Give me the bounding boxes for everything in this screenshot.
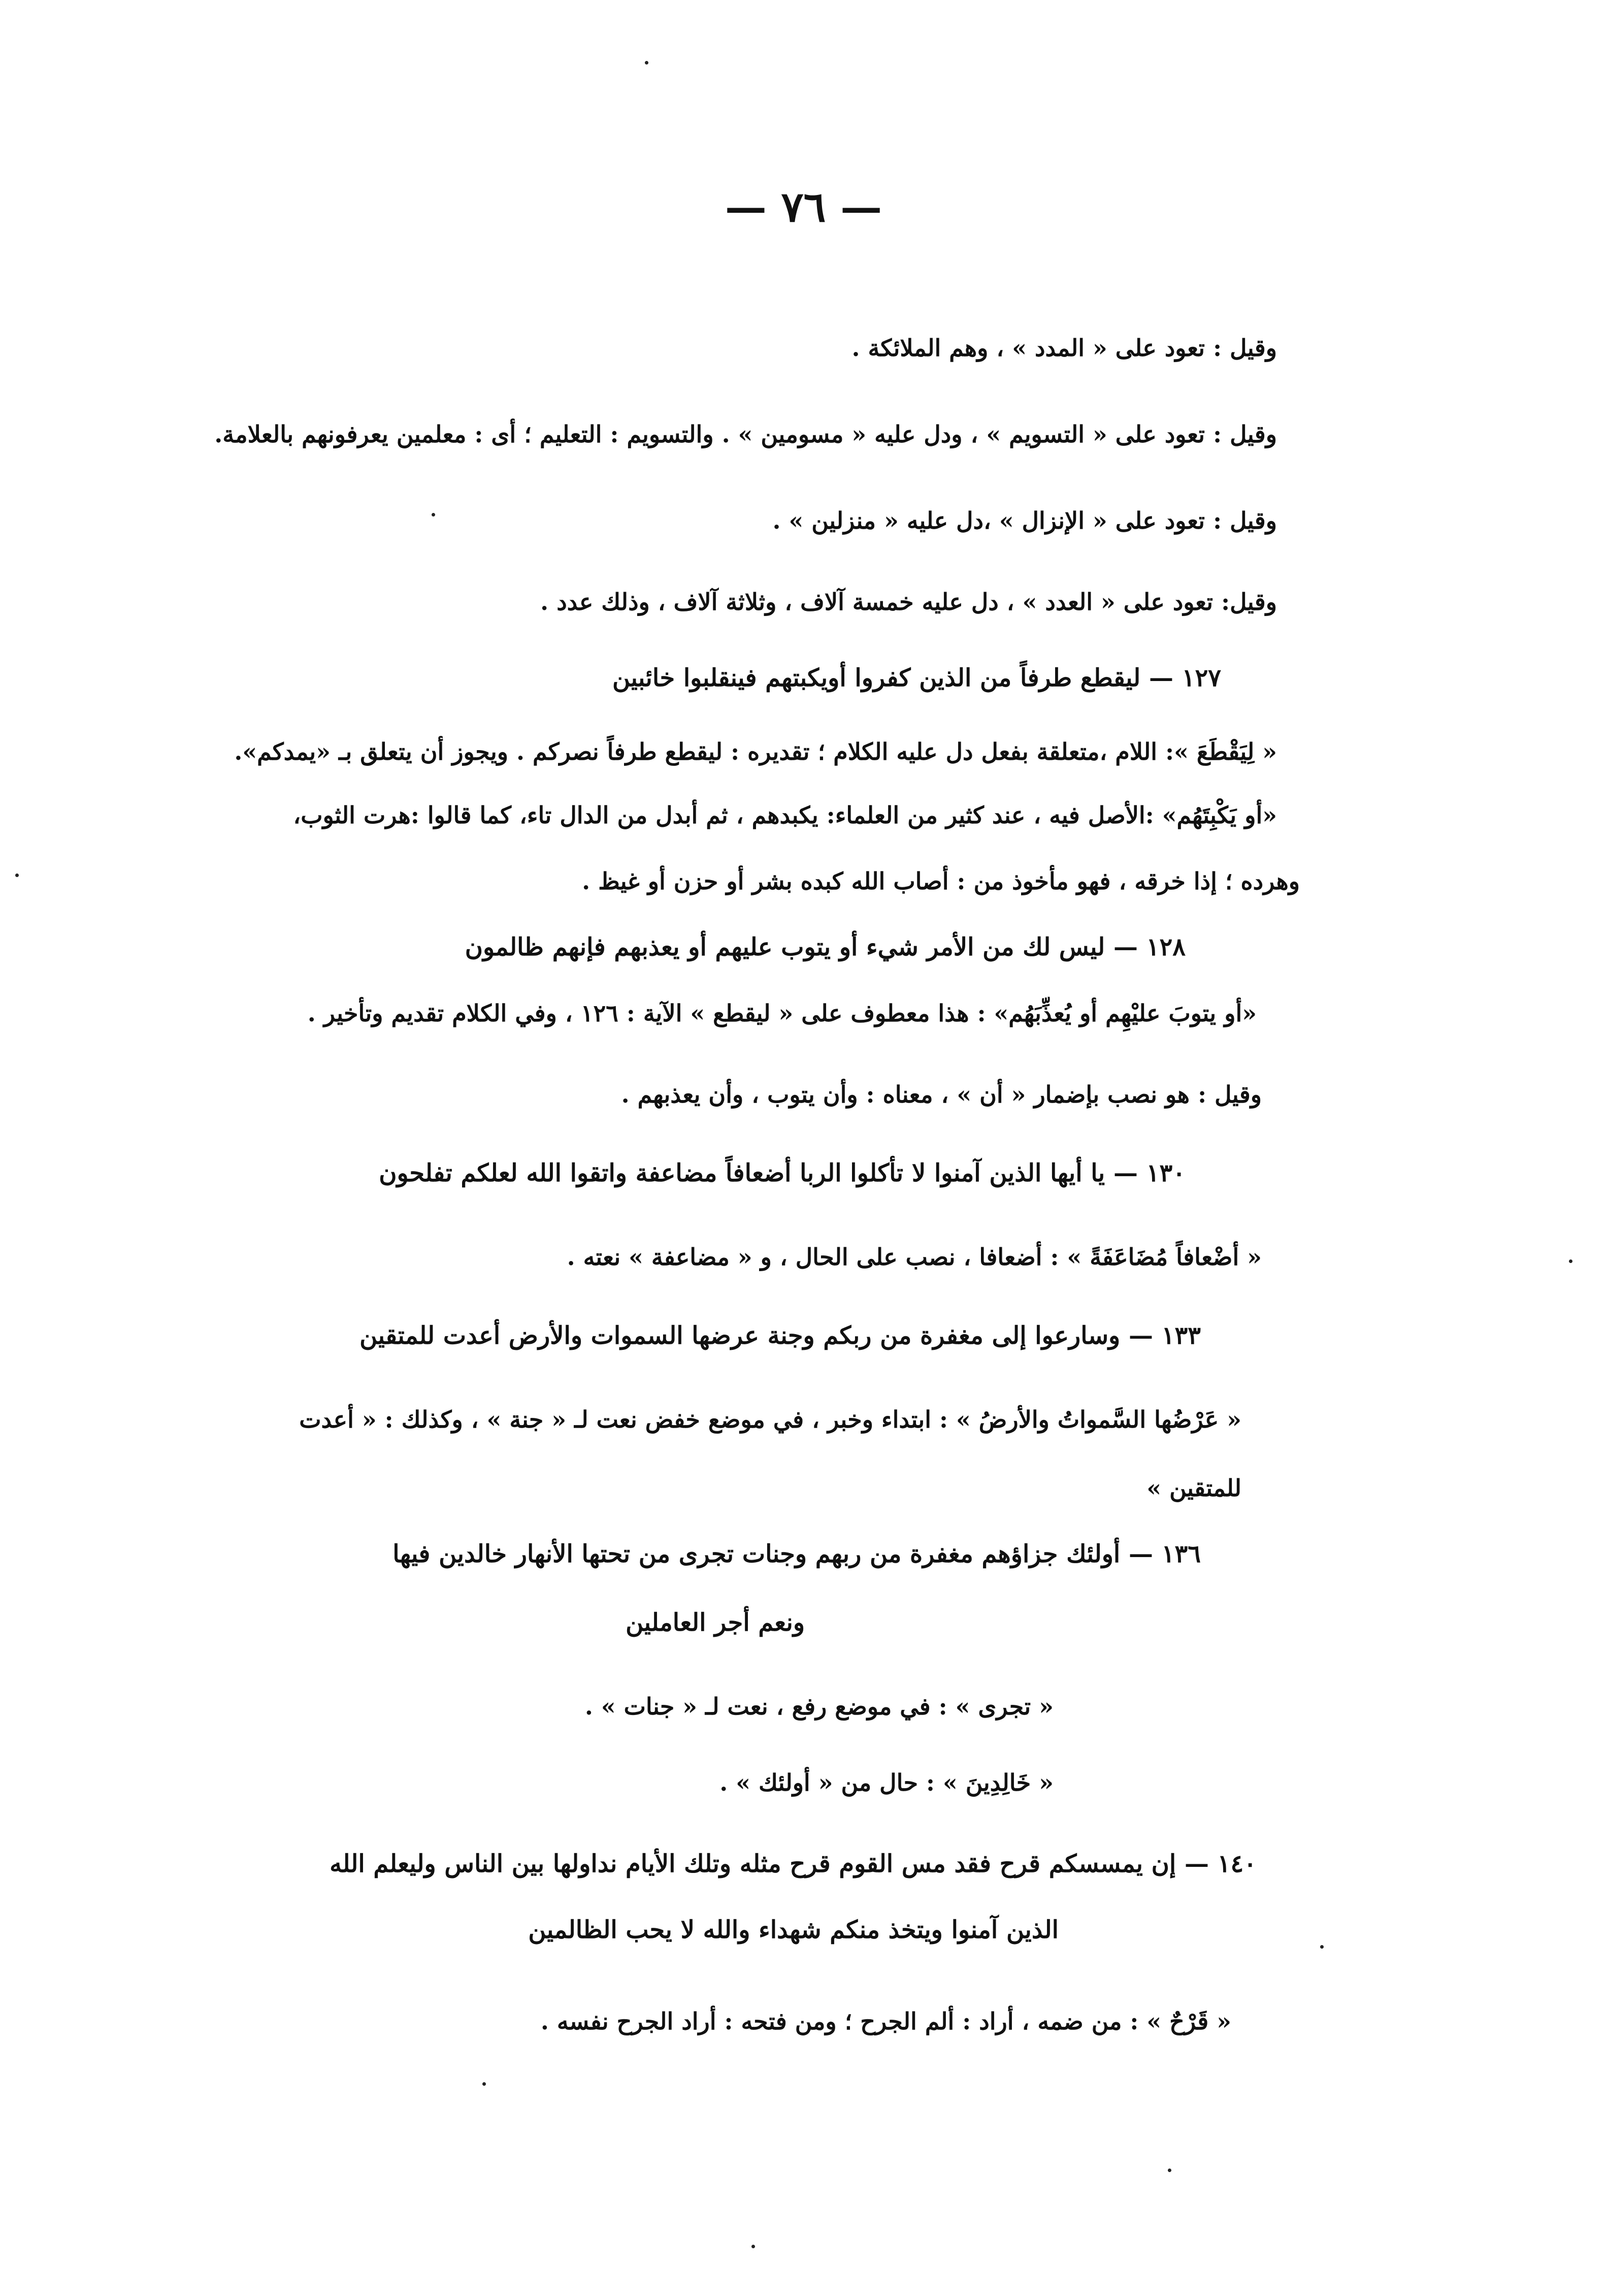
verse-line: الذين آمنوا ويتخذ منكم شهداء والله لا يحب الظالمين	[528, 1916, 1059, 1944]
text-line: وهرده ؛ إذا خرقه ، فهو مأخوذ من : أصاب الله كبده بشر أو حزن أو غيظ .	[582, 867, 1300, 895]
text-line: وقيل : تعود على « التسويم » ، ودل عليه « مسومين » . والتسويم : التعليم ؛ أى : معلمين يعرفونهم بالعلامة.	[214, 421, 1277, 448]
verse-line: ١٣٣ — وسارعوا إلى مغفرة من ربكم وجنة عرضها السموات والأرض أعدت للمتقين	[359, 1321, 1201, 1350]
scan-speck	[751, 2245, 755, 2248]
scan-speck	[1320, 1945, 1324, 1949]
verse-line: ١٣٦ — أولئك جزاؤهم مغفرة من ربهم وجنات تجرى من تحتها الأنهار خالدين فيها	[392, 1540, 1201, 1568]
text-line: « تجرى » : في موضع رفع ، نعت لـ « جنات » .	[584, 1693, 1054, 1720]
text-line: وقيل: تعود على « العدد » ، دل عليه خمسة آلاف ، وثلاثة آلاف ، وذلك عدد .	[540, 588, 1277, 616]
verse-line: ونعم أجر العاملين	[626, 1608, 805, 1637]
text-line: « عَرْضُها السَّمواتُ والأرضُ » : ابتداء وخبر ، في موضع خفض نعت لـ « جنة » ، وكذلك : « أعدت	[299, 1406, 1241, 1433]
scan-speck	[432, 513, 435, 516]
scan-speck	[482, 2082, 486, 2086]
verse-line: ١٣٠ — يا أيها الذين آمنوا لا تأكلوا الربا أضعافاً مضاعفة واتقوا الله لعلكم تفلحون	[379, 1159, 1186, 1187]
text-line: « لِيَقْطَعَ »: اللام ،متعلقة بفعل دل عليه الكلام ؛ تقديره : ليقطع طرفاً نصركم . ويجوز أن يتعلق بـ «يمدكم».	[234, 738, 1277, 765]
scan-speck	[1569, 1259, 1572, 1263]
text-line: وقيل : هو نصب بإضمار « أن » ، معناه : وأن يتوب ، وأن يعذبهم .	[621, 1081, 1262, 1108]
text-line: وقيل : تعود على « الإنزال » ،دل عليه « منزلين » .	[772, 507, 1277, 534]
verse-line: ١٢٧ — ليقطع طرفاً من الذين كفروا أويكبتهم فينقلبوا خائبين	[612, 664, 1221, 692]
text-line: وقيل : تعود على « المدد » ، وهم الملائكة .	[851, 334, 1277, 362]
scan-speck	[15, 874, 19, 877]
text-line: «أو يَكْبِتَهُم» :الأصل فيه ، عند كثير من العلماء: يكبدهم ، ثم أبدل من الدال تاء، كما قالوا :هرت الثوب،	[293, 801, 1277, 829]
text-line: « أضْعافاً مُضَاعَفَةً » : أضعافا ، نصب على الحال ، و « مضاعفة » نعته .	[567, 1243, 1262, 1271]
verse-line: ١٤٠ — إن يمسسكم قرح فقد مس القوم قرح مثله وتلك الأيام نداولها بين الناس وليعلم الله	[330, 1850, 1257, 1878]
page-number: — ٧٦ —	[725, 183, 882, 232]
scan-speck	[645, 61, 648, 64]
scan-speck	[1168, 2169, 1171, 2172]
text-line: للمتقين »	[1146, 1474, 1241, 1502]
verse-line: ١٢٨ — ليس لك من الأمر شيء أو يتوب عليهم أو يعذبهم فإنهم ظالمون	[465, 933, 1186, 961]
text-line: « قَرْحٌ » : من ضمه ، أراد : ألم الجرح ؛ ومن فتحه : أراد الجرح نفسه .	[540, 2008, 1231, 2035]
text-line: « خَالِدِينَ » : حال من « أولئك » .	[719, 1769, 1054, 1796]
text-line: «أو يتوبَ عليْهِم أو يُعذِّبَهُم» : هذا معطوف على « ليقطع » الآية : ١٢٦ ، وفي الكلام تقديم وتأخير .	[307, 999, 1257, 1027]
